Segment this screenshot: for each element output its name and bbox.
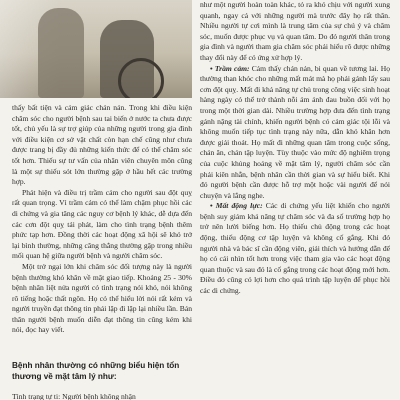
paragraph-cut-off: Tình trạng tự ti: Người bệnh không nhận bbox=[12, 392, 136, 400]
paragraph: Một trở ngại lớn khi chăm sóc đối tượng này là người bệnh thường khó khăn về mặt giao tiếp. Khoảng 25 - 30% bệnh nhân liệt nửa người có tình trạng nói khó, nói không rõ tiếng hoặc thất ngôn. Họ có thể hiểu lời nói rất kém và người truyền đạt thông tin phải lặp đi lặp lại nhiều lần. Bản thân người bệnh muốn diễn đạt thông tin cũng kém khi nói, đọc hay viết. bbox=[12, 261, 193, 335]
bullet-paragraph bbox=[200, 64, 390, 202]
bullet-text: Các di chứng yếu liệt khiến cho người bệnh suy giảm khả năng tự chăm sóc và đa số trường hợp họ trở nên lười biếng hơn. Họ thiếu chủ động trong các hoạt động, thiếu động cơ tập luyện và không cố gắng. Khi đó người nhà và bác sĩ cần động viên, giải thích và hướng dẫn để họ có cái nhìn tốt hơn trong việc tham gia vào các hoạt động quan thuộc và sau đó là cố gắng trong các hoạt động mới hơn. Điều đó cũng có lợi hơn cho quá trình tập luyện để phục hồi các di chứng. bbox=[200, 201, 391, 296]
photo-person-standing bbox=[38, 8, 84, 98]
bullet-icon: • bbox=[210, 63, 213, 73]
left-column-text bbox=[12, 103, 192, 336]
bullet-title: Trầm cảm: bbox=[214, 63, 250, 73]
paragraph: như một người hoàn toàn khác, tỏ ra khó chịu với người xung quanh, ngay cả với những người mà trước đây họ rất thân. Nhiều người tự cơi mình là trung tâm của sự chú ý và chăm sóc, muốn được phục vụ và quan tâm. Do đó người thân trong gia đình và người tham gia chăm sóc phải hiểu rõ được những thay đổi này để có ứng xử hợp lý. bbox=[200, 0, 390, 62]
bullet-paragraph bbox=[200, 201, 390, 296]
right-column-text bbox=[200, 0, 390, 297]
bullet-icon: • bbox=[210, 201, 213, 211]
bullet-text: Cảm thấy chán nản, bi quan về tương lai. Họ thường than khóc cho những mất mát mà họ phải gánh lấy sau cơn đột quỵ. Mất đi khả năng tự chủ trong công việc sinh hoạt hàng ngày có thể trở thành nỗi ám ảnh đau buồn đối với họ trong một thời gian dài. Nhiều trường hợp đưa đến tình trạng gánh nặng tài chính, khiến người bệnh có cảm giác tội lỗi và không muốn tiếp tục tình trạng này nữa, dẫn khó khăn hơn được giải thoát. Họ mất đi những quan tâm trong cuộc sống, chán ăn, chán tập luyện. Tùy thuộc vào mức độ nghiêm trọng của cuộc khủng hoảng về mặt tâm lý, người chăm sóc cần phải kiên nhẫn, bệnh nhân cần thời gian và sự hiểu biết. Khi đó người bệnh cần được hỗ trợ một hoặc vài người để nói chuyện và lắng nghe. bbox=[200, 63, 390, 200]
section-heading: Bệnh nhân thường có những biểu hiện tổn thương về mặt tâm lý như: bbox=[12, 361, 180, 381]
paragraph: Phát hiện và điều trị trầm cảm cho người sau đột quỵ rất quan trọng. Vì trầm cảm có thể làm chậm phục hồi các di chứng và gia tăng các nguy cơ bệnh lý khác, dễ dựa đến các cơn đột quỵ tái phát, làm cho tình trạng bệnh thêm phức tạp hơn. Đồng thời các hoạt động xã hội sẽ khó trở lại bình thường, những căng thẳng thường gặp trong nhiều mối quan hệ giữa người bệnh và người chăm sóc. bbox=[12, 187, 192, 261]
article-photo bbox=[0, 0, 192, 98]
photo-wheelchair-wheel bbox=[118, 58, 164, 98]
paragraph: thấy bất tiện và cảm giác chán nản. Trong khi điều kiện chăm sóc cho người bệnh sau tai biến ở nước ta chưa được tốt, chủ yếu là sự trợ giúp của những người trong gia đình với điều kiện cơ sở vật chất còn hạn chế cũng như chưa được trang bị đầy đủ những kiến thức để có thể chăm sóc tốt hơn. Thiếu sự tư vấn của nhân viên chuyên môn cũng là một sự thiếu sót lớn thường gặp ở hầu hết các trường hợp. bbox=[12, 103, 192, 187]
bullet-title: Mất động lực: bbox=[215, 201, 263, 211]
